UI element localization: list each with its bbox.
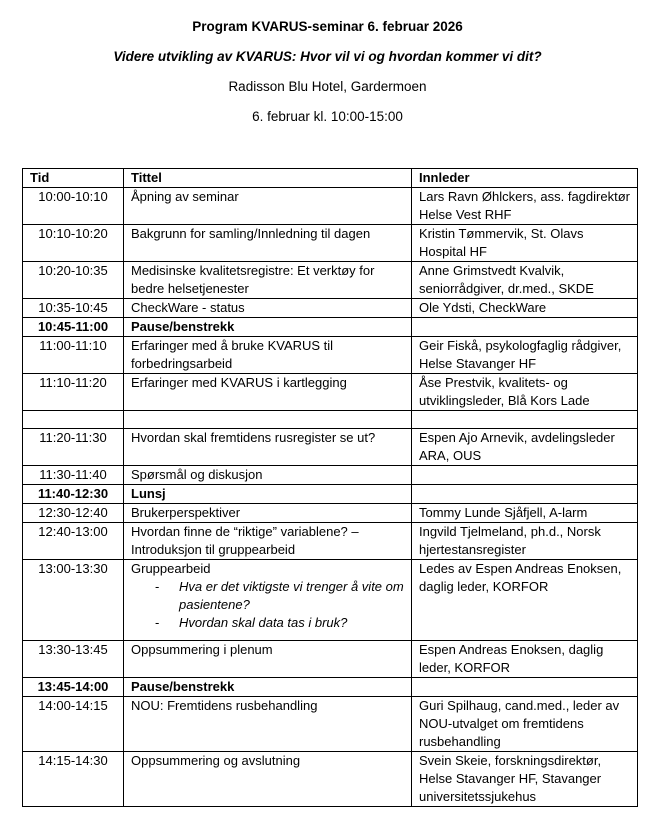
row-title: Hvordan skal fremtidens rusregister se ut? [124, 429, 412, 466]
row-time: 11:00-11:10 [23, 337, 124, 374]
row-speaker: Guri Spilhaug, cand.med., leder av NOU-utvalget om fremtidens rusbehandling [412, 697, 638, 752]
row-title [124, 411, 412, 429]
column-header-tid: Tid [23, 169, 124, 188]
row-speaker [412, 411, 638, 429]
table-header-row [23, 169, 638, 188]
table-row-break [23, 678, 638, 697]
table-row [23, 262, 638, 299]
row-time: 13:30-13:45 [23, 641, 124, 678]
list-item: - Hva er det viktigste vi trenger å vite om pasientene? [179, 578, 408, 614]
program-time: 6. februar kl. 10:00-15:00 [252, 109, 403, 124]
list-item: - Hvordan skal data tas i bruk? [179, 614, 408, 632]
group-work-questions [131, 578, 408, 632]
row-speaker: Espen Ajo Arnevik, avdelingsleder ARA, OUS [412, 429, 638, 466]
row-time: 11:20-11:30 [23, 429, 124, 466]
row-title: Oppsummering i plenum [124, 641, 412, 678]
row-title: Pause/benstrekk [124, 678, 412, 697]
row-title: Erfaringer med KVARUS i kartlegging [124, 374, 412, 411]
row-speaker: Ole Ydsti, CheckWare [412, 299, 638, 318]
row-speaker: Geir Fiskå, psykologfaglig rådgiver, Helse Stavanger HF [412, 337, 638, 374]
row-speaker: Kristin Tømmervik, St. Olavs Hospital HF [412, 225, 638, 262]
row-time: 11:10-11:20 [23, 374, 124, 411]
row-time: 13:00-13:30 [23, 560, 124, 641]
row-title: Hvordan finne de “riktige” variablene? – Introduksjon til gruppearbeid [124, 523, 412, 560]
table-row-empty [23, 411, 638, 429]
row-speaker: Lars Ravn Øhlckers, ass. fagdirektør Helse Vest RHF [412, 188, 638, 225]
table-row [23, 466, 638, 485]
row-title: Pause/benstrekk [124, 318, 412, 337]
table-row-break [23, 485, 638, 504]
row-time: 12:40-13:00 [23, 523, 124, 560]
row-speaker: Tommy Lunde Sjåfjell, A-larm [412, 504, 638, 523]
table-row [23, 752, 638, 807]
table-row [23, 429, 638, 466]
row-time: 11:30-11:40 [23, 466, 124, 485]
row-speaker: Ledes av Espen Andreas Enoksen, daglig leder, KORFOR [412, 560, 638, 641]
row-title-cell [124, 560, 412, 641]
row-title: Medisinske kvalitetsregistre: Et verktøy for bedre helsetjenester [124, 262, 412, 299]
row-time: 10:35-10:45 [23, 299, 124, 318]
row-time: 10:10-10:20 [23, 225, 124, 262]
row-title: CheckWare - status [124, 299, 412, 318]
row-speaker: Åse Prestvik, kvalitets- og utviklingsleder, Blå Kors Lade [412, 374, 638, 411]
row-title: Åpning av seminar [124, 188, 412, 225]
row-speaker: Espen Andreas Enoksen, daglig leder, KORFOR [412, 641, 638, 678]
table-row [23, 374, 638, 411]
program-table [22, 168, 638, 807]
program-title: Program KVARUS-seminar 6. februar 2026 [192, 19, 463, 34]
table-row [23, 299, 638, 318]
row-time: 14:00-14:15 [23, 697, 124, 752]
row-time: 10:20-10:35 [23, 262, 124, 299]
row-time [23, 411, 124, 429]
row-time: 10:45-11:00 [23, 318, 124, 337]
column-header-tittel: Tittel [124, 169, 412, 188]
row-title: Erfaringer med å bruke KVARUS til forbedringsarbeid [124, 337, 412, 374]
program-subtitle: Videre utvikling av KVARUS: Hvor vil vi og hvordan kommer vi dit? [113, 49, 542, 64]
row-time: 12:30-12:40 [23, 504, 124, 523]
row-title: NOU: Fremtidens rusbehandling [124, 697, 412, 752]
row-speaker [412, 485, 638, 504]
table-row [23, 641, 638, 678]
row-title: Oppsummering og avslutning [124, 752, 412, 807]
row-speaker [412, 466, 638, 485]
row-title: Gruppearbeid [131, 561, 211, 576]
table-row [23, 225, 638, 262]
table-row [23, 560, 638, 641]
row-speaker: Anne Grimstvedt Kvalvik, seniorrådgiver, dr.med., SKDE [412, 262, 638, 299]
table-row [23, 337, 638, 374]
row-time: 10:00-10:10 [23, 188, 124, 225]
row-title: Bakgrunn for samling/Innledning til dagen [124, 225, 412, 262]
table-row-break [23, 318, 638, 337]
row-speaker: Svein Skeie, forskningsdirektør, Helse Stavanger HF, Stavanger universitetssjukehus [412, 752, 638, 807]
column-header-innleder: Innleder [412, 169, 638, 188]
program-venue: Radisson Blu Hotel, Gardermoen [228, 79, 427, 94]
row-title: Brukerperspektiver [124, 504, 412, 523]
table-row [23, 697, 638, 752]
table-row [23, 523, 638, 560]
row-speaker: Ingvild Tjelmeland, ph.d., Norsk hjertestansregister [412, 523, 638, 560]
row-title: Spørsmål og diskusjon [124, 466, 412, 485]
row-time: 11:40-12:30 [23, 485, 124, 504]
row-time: 13:45-14:00 [23, 678, 124, 697]
row-time: 14:15-14:30 [23, 752, 124, 807]
table-row [23, 188, 638, 225]
row-speaker [412, 318, 638, 337]
row-title: Lunsj [124, 485, 412, 504]
row-speaker [412, 678, 638, 697]
table-row [23, 504, 638, 523]
